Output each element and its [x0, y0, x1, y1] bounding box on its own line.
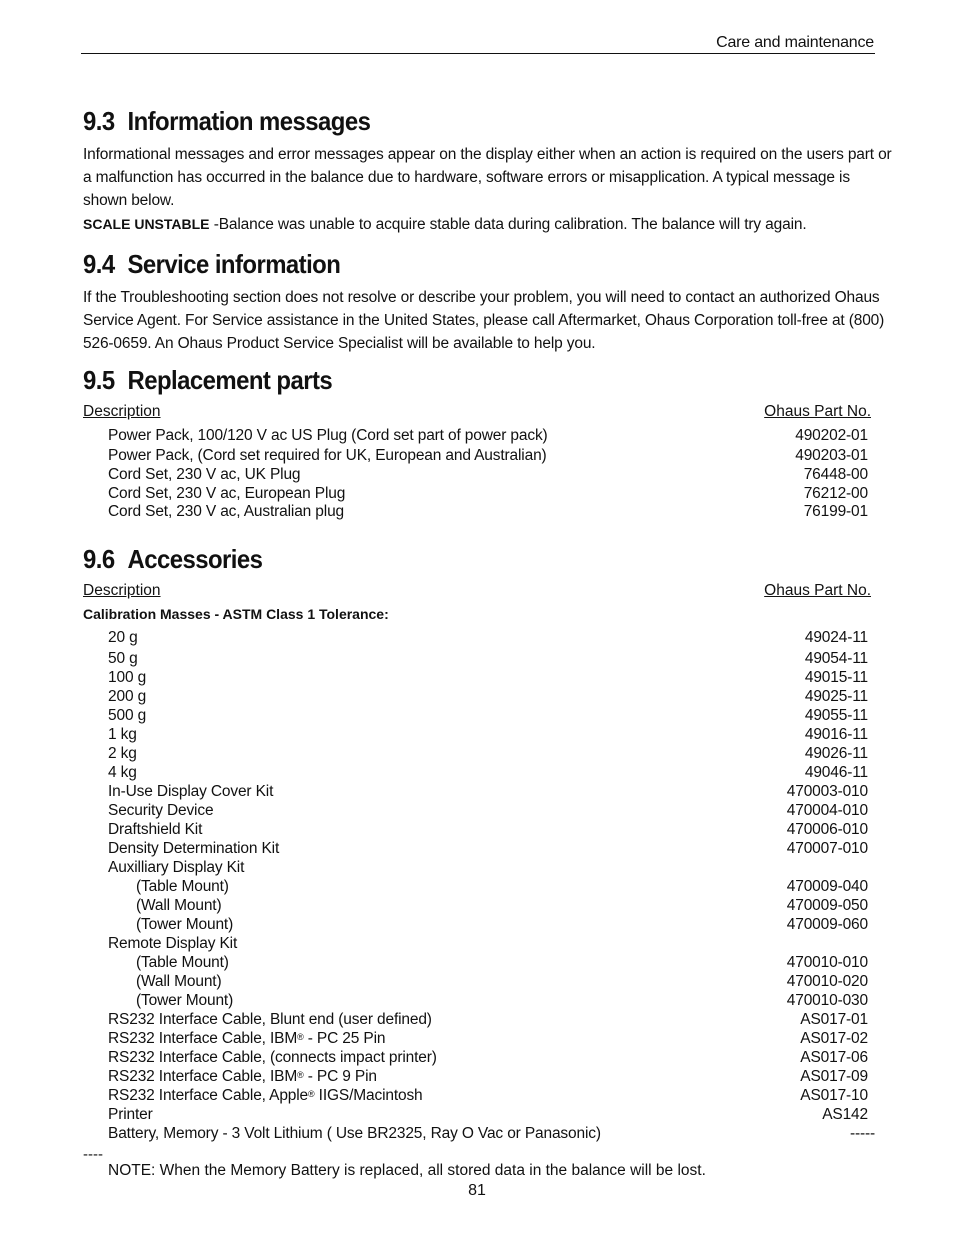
part-row	[108, 858, 868, 877]
part-description: (Tower Mount)	[136, 916, 234, 933]
part-number: 490203-01	[795, 447, 868, 464]
part-description: 4 kg	[108, 764, 137, 781]
registered-mark: ®	[297, 1070, 304, 1080]
part-description: Security Device	[108, 802, 214, 819]
section-number: 9.3	[83, 106, 115, 136]
page-number: 81	[468, 1182, 486, 1199]
part-description: Power Pack, 100/120 V ac US Plug (Cord set part of power pack)	[108, 427, 548, 444]
part-number: AS017-01	[800, 1011, 868, 1028]
part-number: AS017-02	[800, 1030, 868, 1047]
part-description: 2 kg	[108, 745, 137, 762]
part-row	[108, 934, 868, 953]
part-number: 49015-11	[804, 669, 868, 686]
section-number: 9.6	[83, 544, 115, 574]
part-row	[108, 649, 868, 668]
part-number: 49016-11	[804, 726, 868, 743]
part-description: (Wall Mount)	[136, 973, 222, 990]
column-header-description: Description	[83, 582, 161, 599]
part-description-text: RS232 Interface Cable, Apple	[108, 1087, 309, 1104]
part-description: Power Pack, (Cord set required for UK, European and Australian)	[108, 447, 547, 464]
part-row	[108, 1048, 868, 1067]
part-description-text: IIGS/Macintosh	[314, 1087, 423, 1104]
part-row	[108, 877, 868, 896]
part-row	[108, 1105, 868, 1124]
section-heading-9-3	[83, 106, 370, 137]
part-row	[108, 446, 868, 465]
part-number: 470010-010	[786, 954, 868, 971]
part-number: AS017-06	[800, 1049, 868, 1066]
part-number: 76212-00	[803, 485, 868, 502]
part-description: Cord Set, 230 V ac, Australian plug	[108, 503, 345, 520]
part-row	[108, 820, 868, 839]
calibration-masses-heading: Calibration Masses - ASTM Class 1 Tolerance:	[83, 606, 389, 622]
part-number: 470006-010	[786, 821, 868, 838]
registered-mark: ®	[297, 1032, 304, 1042]
section-title: Accessories	[127, 544, 263, 574]
part-number: 470010-020	[786, 973, 868, 990]
part-description: (Tower Mount)	[136, 992, 234, 1009]
part-description: 200 g	[108, 688, 147, 705]
column-header-description: Description	[83, 403, 161, 420]
part-description-text: - PC 9 Pin	[303, 1068, 377, 1085]
running-header: Care and maintenance	[716, 34, 874, 51]
part-description: 500 g	[108, 707, 147, 724]
part-row	[108, 1029, 868, 1048]
dashes-continuation: ----	[83, 1146, 103, 1163]
part-description: (Wall Mount)	[136, 897, 222, 914]
part-row	[108, 763, 868, 782]
part-description: Remote Display Kit	[108, 935, 238, 952]
section-title: Replacement parts	[127, 365, 333, 395]
registered-mark: ®	[308, 1089, 315, 1099]
part-row	[108, 465, 868, 484]
part-number: 76199-01	[803, 503, 868, 520]
part-description: Auxilliary Display Kit	[108, 859, 245, 876]
scale-unstable-paragraph	[83, 213, 893, 236]
part-number: 49054-11	[804, 650, 868, 667]
part-description: Battery, Memory - 3 Volt Lithium ( Use BR2325, Ray O Vac or Panasonic)	[108, 1125, 601, 1142]
part-row	[108, 953, 868, 972]
section-heading-9-4	[83, 249, 340, 280]
part-description: 20 g	[108, 629, 138, 646]
part-row	[108, 972, 868, 991]
section-heading-9-6	[83, 544, 262, 575]
part-number: 490202-01	[795, 427, 868, 444]
part-description: (Table Mount)	[136, 954, 229, 971]
part-number: 49025-11	[804, 688, 868, 705]
part-number: 470003-010	[786, 783, 868, 800]
part-row	[108, 502, 868, 521]
part-number: 49055-11	[804, 707, 868, 724]
part-description: 100 g	[108, 669, 147, 686]
part-row	[108, 706, 868, 725]
message-explanation: -Balance was unable to acquire stable data during calibration. The balance will try again.	[209, 216, 807, 233]
part-description: Printer	[108, 1106, 153, 1123]
part-description: 1 kg	[108, 726, 137, 743]
part-row	[108, 1067, 868, 1086]
section-title: Information messages	[127, 106, 371, 136]
part-row	[108, 896, 868, 915]
part-row	[108, 628, 868, 647]
part-number: AS017-10	[800, 1087, 868, 1104]
part-row	[108, 991, 868, 1010]
part-number: 470010-030	[786, 992, 868, 1009]
service-info-paragraph: If the Troubleshooting section does not resolve or describe your problem, you will need to contact an authorized Ohaus Service Agent. For Service assistance in the United States, please call Aftermarket, Ohaus Corporation toll-free at (800) 526-0659. An Ohaus Product Service Specialist will be available to help you.	[83, 289, 885, 352]
part-row	[108, 687, 868, 706]
part-row	[108, 1010, 868, 1029]
part-number: 49026-11	[804, 745, 868, 762]
section-number: 9.4	[83, 249, 115, 279]
column-header-part-no: Ohaus Part No.	[764, 582, 871, 599]
part-description: Draftshield Kit	[108, 821, 203, 838]
part-row	[108, 426, 868, 445]
part-description: RS232 Interface Cable, Blunt end (user defined)	[108, 1011, 432, 1028]
part-number: AS142	[822, 1106, 868, 1123]
part-number: 470007-010	[786, 840, 868, 857]
info-messages-paragraph: Informational messages and error messages appear on the display either when an action is required on the users part or a malfunction has occurred in the balance due to hardware, software errors or misapplication. A typical message is shown below.	[83, 146, 892, 209]
part-row	[108, 801, 868, 820]
part-row	[108, 839, 868, 858]
message-key: SCALE UNSTABLE	[83, 216, 210, 232]
part-number: 470009-060	[786, 916, 868, 933]
column-header-part-no: Ohaus Part No.	[764, 403, 871, 420]
part-description	[108, 1067, 377, 1086]
part-description: Density Determination Kit	[108, 840, 280, 857]
part-description	[108, 1086, 423, 1105]
part-row	[108, 1124, 875, 1143]
header-rule	[81, 53, 875, 54]
section-heading-9-5	[83, 365, 332, 396]
battery-note: NOTE: When the Memory Battery is replaced, all stored data in the balance will be lost.	[108, 1162, 706, 1179]
part-number: 49046-11	[804, 764, 868, 781]
part-description: (Table Mount)	[136, 878, 229, 895]
part-row	[108, 668, 868, 687]
part-description-text: RS232 Interface Cable, IBM	[108, 1030, 298, 1047]
part-description-text: RS232 Interface Cable, IBM	[108, 1068, 298, 1085]
part-description: Cord Set, 230 V ac, European Plug	[108, 485, 346, 502]
part-number: 470009-050	[786, 897, 868, 914]
section-number: 9.5	[83, 365, 115, 395]
part-number: 470004-010	[786, 802, 868, 819]
part-number: 49024-11	[804, 629, 868, 646]
part-number: 76448-00	[803, 466, 868, 483]
part-row	[108, 782, 868, 801]
section-title: Service information	[127, 249, 341, 279]
part-description: RS232 Interface Cable, (connects impact printer)	[108, 1049, 437, 1066]
part-number: 470009-040	[786, 878, 868, 895]
part-number: AS017-09	[800, 1068, 868, 1085]
part-row	[108, 484, 868, 503]
part-description	[108, 1029, 385, 1048]
part-description-text: - PC 25 Pin	[303, 1030, 386, 1047]
part-row	[108, 1086, 868, 1105]
part-description: 50 g	[108, 650, 138, 667]
part-row	[108, 744, 868, 763]
part-row	[108, 725, 868, 744]
part-row	[108, 915, 868, 934]
part-description: In-Use Display Cover Kit	[108, 783, 274, 800]
part-number: -----	[849, 1125, 875, 1142]
part-description: Cord Set, 230 V ac, UK Plug	[108, 466, 301, 483]
